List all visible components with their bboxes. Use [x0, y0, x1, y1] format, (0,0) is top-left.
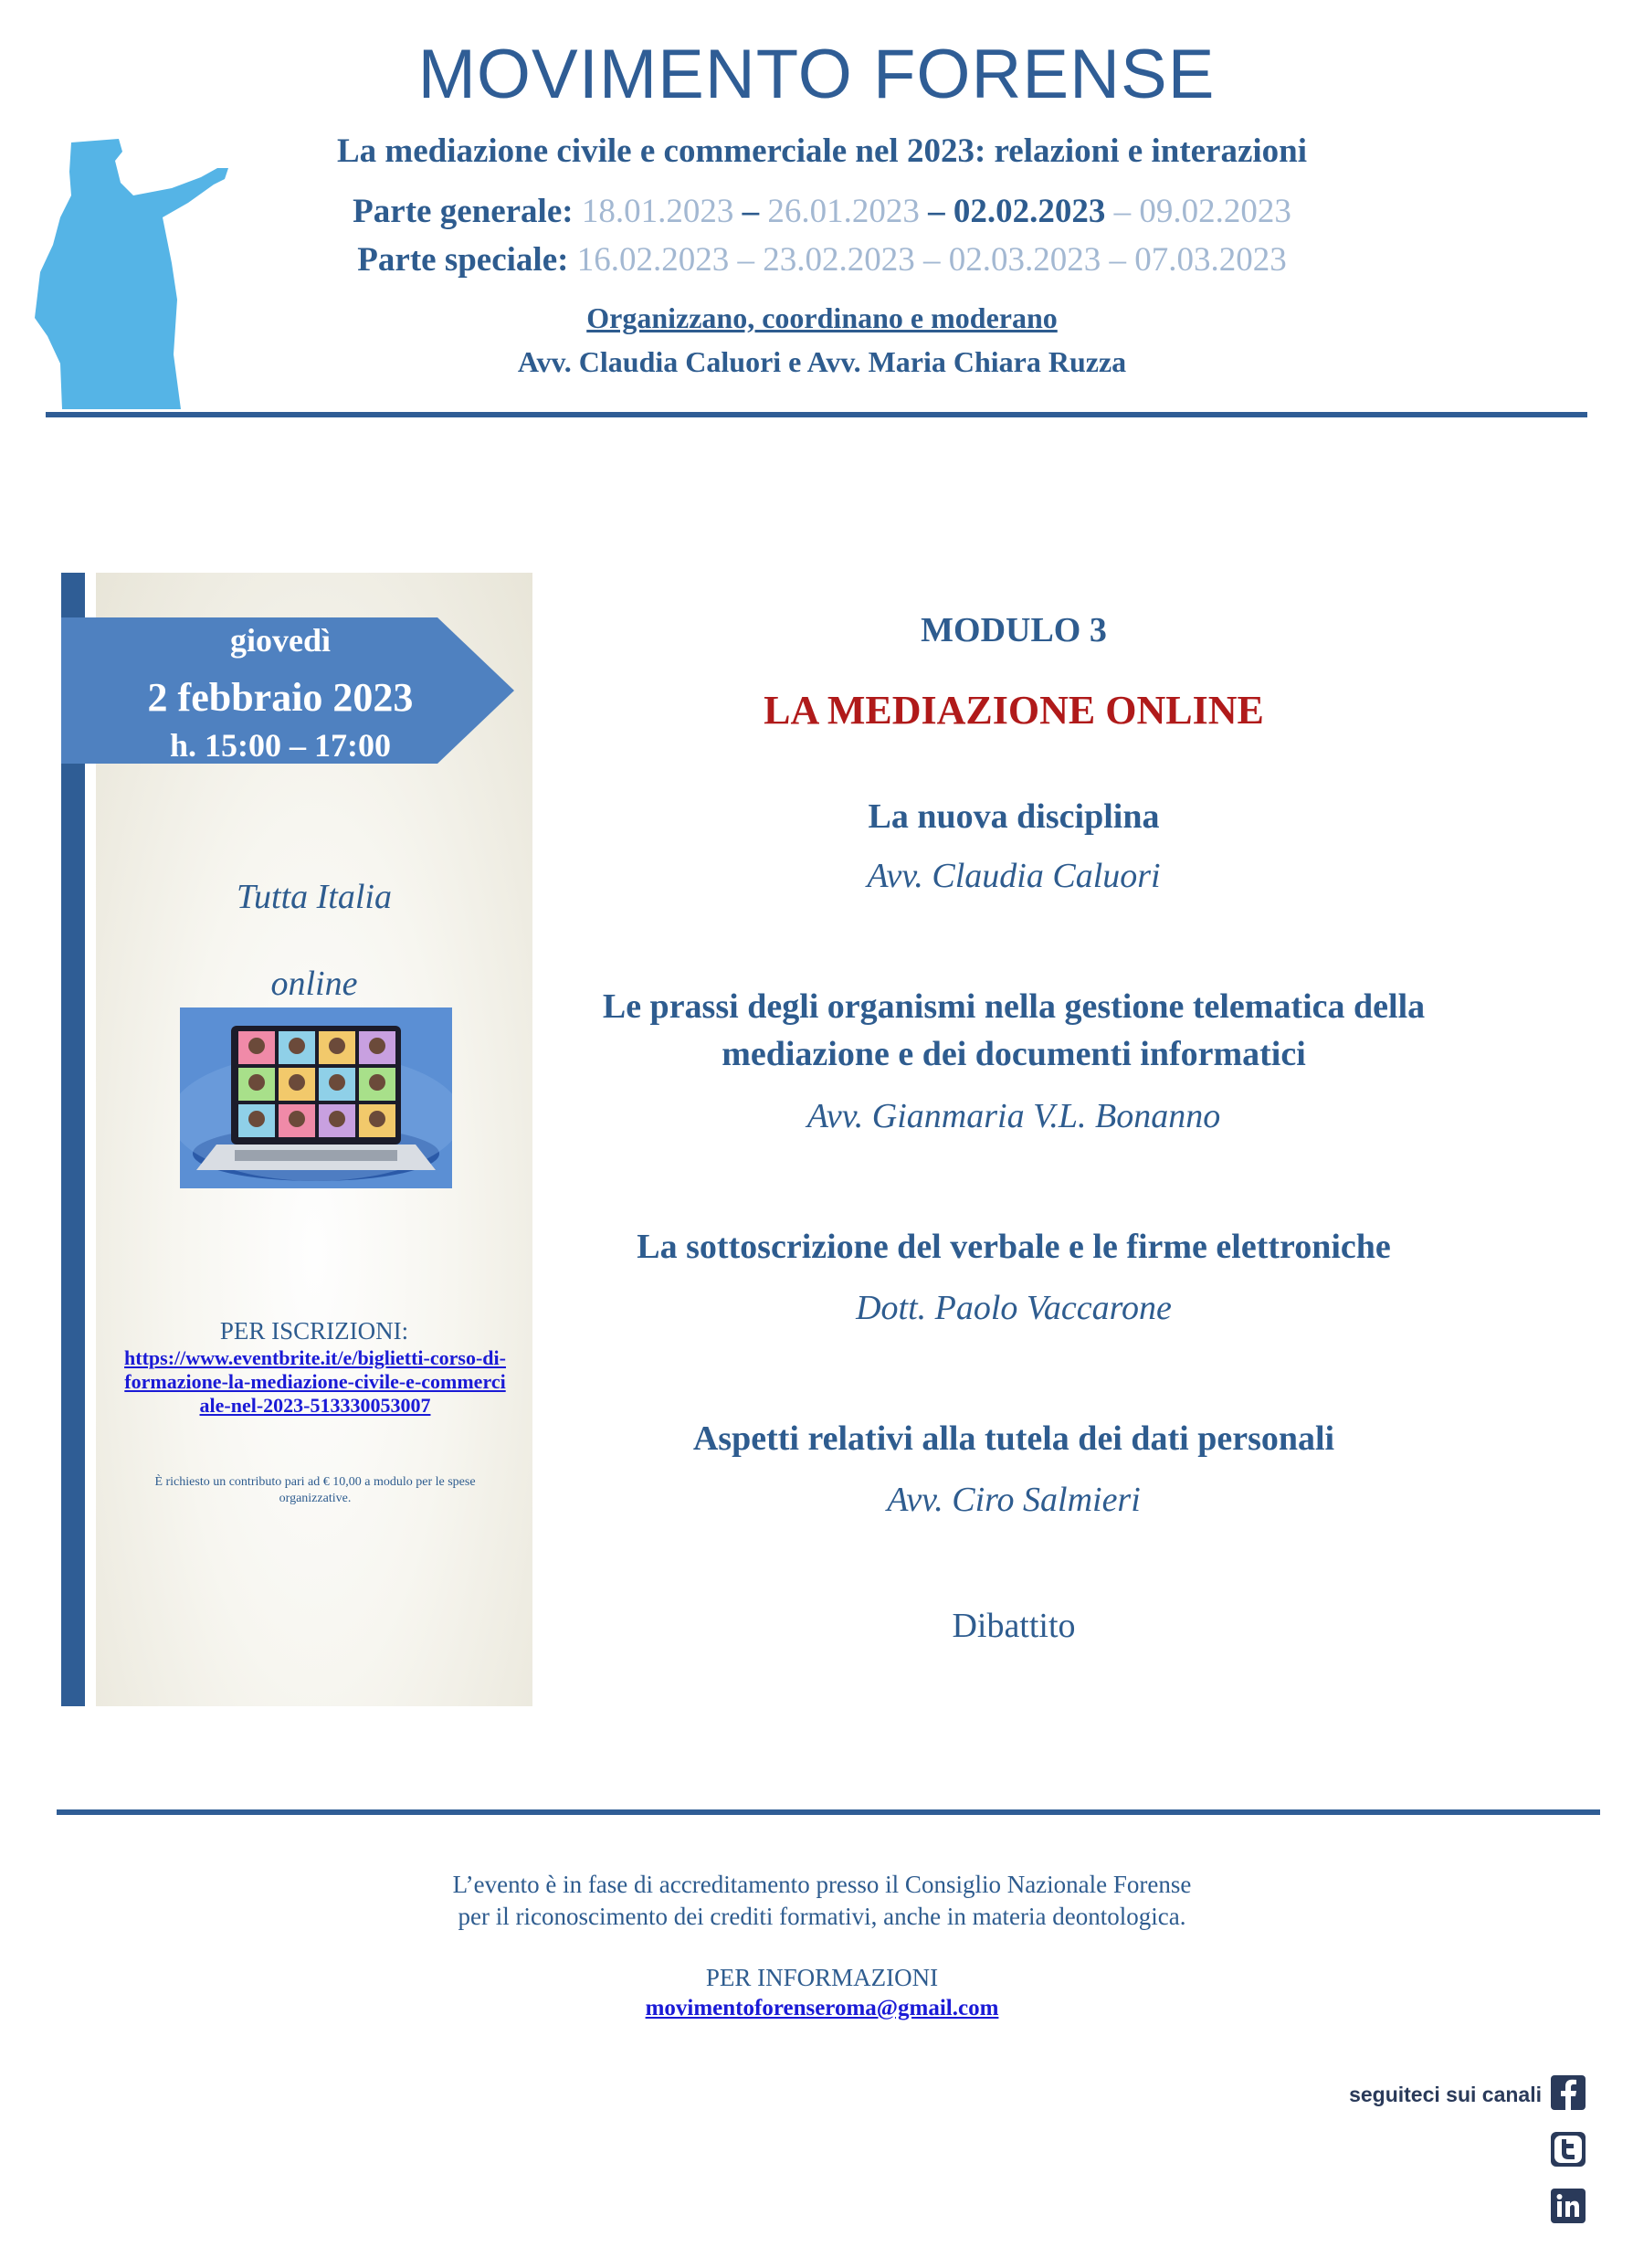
talk-speaker: Dott. Paolo Vaccarone	[856, 1289, 1172, 1327]
parte-speciale-label: Parte speciale	[357, 241, 558, 279]
registration-label: PER ISCRIZIONI:	[219, 1317, 409, 1345]
event-subtitle: La mediazione civile e commerciale nel 2023: relazioni e interazioni	[336, 132, 1308, 170]
contribution-note: È richiesto un contributo pari ad € 10,00 a modulo per le spese organizzative.	[154, 1475, 476, 1505]
social-label: seguiteci sui canali	[1349, 2083, 1542, 2106]
brand-title: MOVIMENTO FORENSE	[417, 36, 1216, 113]
parte-speciale-date: 23.02.2023	[763, 241, 915, 279]
event-location: Tutta Italia	[237, 878, 392, 916]
talk-title-line: mediazione e dei documenti informatici	[722, 1035, 1306, 1073]
parte-generale-line: Parte generale: 18.01.2023 – 26.01.2023 – 02.02.2023 – 09.02.2023	[353, 193, 1291, 230]
contact-email-link[interactable]: movimentoforenseroma@gmail.com	[645, 1996, 999, 2020]
parte-generale-date-current: 02.02.2023	[953, 193, 1106, 230]
talk-title	[539, 983, 1489, 1078]
parte-generale-date: 26.01.2023	[767, 193, 920, 230]
module-title: LA MEDIAZIONE ONLINE	[764, 688, 1264, 733]
organizers-heading: Organizzano, coordinano e moderano	[586, 301, 1058, 334]
module-number: MODULO 3	[921, 611, 1107, 649]
talk-title: Aspetti relativi alla tutela dei dati personali	[692, 1419, 1335, 1458]
event-hours: h. 15:00 – 17:00	[170, 727, 391, 764]
talk-speaker: Avv. Ciro Salmieri	[887, 1481, 1141, 1519]
accreditation-line-2: per il riconoscimento dei crediti formativi, anche in materia deontologica.	[458, 1903, 1186, 1930]
accreditation-line-1: L’evento è in fase di accreditamento presso il Consiglio Nazionale Forense	[452, 1871, 1192, 1898]
closing-debate: Dibattito	[952, 1607, 1076, 1645]
talk-speaker: Avv. Claudia Caluori	[867, 857, 1161, 895]
parte-speciale-line: Parte speciale: 16.02.2023 – 23.02.2023 – 02.03.2023 – 07.03.2023	[357, 241, 1287, 279]
parte-generale-date: 18.01.2023	[581, 193, 734, 230]
video-conference-laptop-icon	[180, 1007, 452, 1188]
parte-speciale-date: 07.03.2023	[1134, 241, 1287, 279]
talk-title: La nuova disciplina	[868, 797, 1160, 836]
parte-speciale-date: 16.02.2023	[576, 241, 730, 279]
facebook-icon[interactable]	[1551, 2075, 1586, 2110]
event-day: giovedì	[229, 622, 331, 659]
talk-title: La sottoscrizione del verbale e le firme elettroniche	[637, 1228, 1391, 1266]
organizers-names: Avv. Claudia Caluori e Avv. Maria Chiara Ruzza	[517, 345, 1127, 378]
parte-speciale-date: 02.03.2023	[948, 241, 1101, 279]
event-mode: online	[270, 965, 358, 1003]
parte-generale-date: 09.02.2023	[1139, 193, 1291, 230]
twitter-icon[interactable]	[1551, 2132, 1586, 2167]
talk-title-line: Le prassi degli organismi nella gestione telematica della	[602, 987, 1426, 1026]
footer-divider	[57, 1809, 1600, 1815]
info-label: PER INFORMAZIONI	[705, 1964, 939, 1991]
registration-link[interactable]: https://www.eventbrite.it/e/biglietti-corso-di-formazione-la-mediazione-civile-e-commerciale-nel-2023-513330053007	[124, 1346, 506, 1417]
event-date: 2 febbraio 2023	[147, 675, 414, 720]
talk-speaker: Avv. Gianmaria V.L. Bonanno	[806, 1097, 1221, 1135]
header-divider	[46, 412, 1587, 417]
linkedin-icon[interactable]	[1551, 2189, 1586, 2223]
parte-generale-label: Parte generale	[353, 193, 563, 230]
